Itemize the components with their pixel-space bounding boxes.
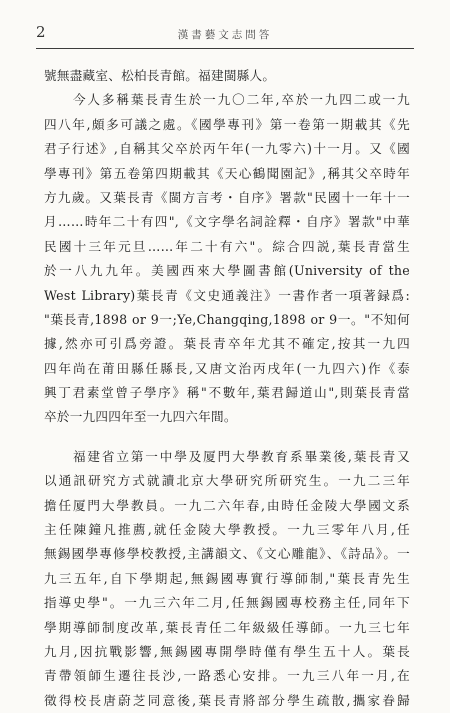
text-line: 以通訊研究方式就讀北京大學研究所研究生。一九二三年 — [44, 473, 410, 489]
text-line: 四年尚在莆田縣任縣長,又唐文治丙戌年(一九四六)作《泰 — [44, 360, 410, 376]
text-line: West Library)葉長青《文史通義注》一書作者一項著録爲: — [44, 287, 410, 303]
text-line: 無錫國學專修學校教授,主講韻文、《文心雕龍》、《詩品》。一 — [44, 546, 410, 562]
text-line: 方九歲。又葉長青《閩方言考・自序》署款"民國十一年十一 — [44, 189, 410, 205]
text-line: 興丁君素堂曾子學序》稱"不數年,葉君歸道山",則葉長青當 — [44, 385, 410, 401]
paragraph-gap — [44, 430, 410, 445]
text-line: 福建省立第一中學及厦門大學教育系畢業後,葉長青又 — [44, 448, 410, 464]
text-line: 指導史學"。一九三六年二月,任無錫國專校務主任,同年下 — [44, 595, 410, 611]
text-line: 民國十三年元旦……年二十有六"。綜合四説,葉長青當生 — [44, 238, 410, 254]
text-line: 卒於一九四四年至一九四六年間。 — [44, 409, 237, 425]
text-line: 徵得校長唐蔚芝同意後,葉長青將部分學生疏散,攜家眷歸 — [44, 692, 410, 708]
page-header — [36, 22, 414, 49]
paragraph — [44, 445, 410, 713]
text-line: 君子行述》,自稱其父卒於丙午年(一九零六)十一月。又《國 — [44, 141, 410, 157]
running-head: 漢書藝文志問答 — [177, 29, 273, 41]
text-line: "葉長青,1898 or 9一;Ye,Changqing,1898 or 9一。"不知何 — [44, 311, 410, 327]
text-line: 於一八九九年。美國西來大學圖書館(University of the — [44, 263, 410, 279]
text-line: 學期導師制度改革,葉長青任二年級級任導師。一九三七年 — [44, 619, 410, 635]
text-line: 四八年,頗多可議之處。《國學專刊》第一卷第一期載其《先 — [44, 116, 410, 132]
paragraph — [44, 88, 410, 429]
text-line: 月……時年二十有四",《文字學名詞詮釋・自序》署款"中華 — [44, 214, 410, 230]
page-number: 2 — [36, 23, 46, 41]
text-line: 據,然亦可引爲旁證。葉長青卒年尤其不確定,按其一九四 — [44, 336, 410, 352]
text-line: 學專刊》第五卷第四期載其《天心鶴聞園記》,稱其父卒時年 — [44, 165, 410, 181]
text-line: 青帶領師生遷往長沙,一路悉心安排。一九三八年一月,在 — [44, 668, 410, 684]
text-line: 號無盡藏室、松柏長青館。福建閩縣人。 — [44, 68, 276, 83]
text-line: 今人多稱葉長青生於一九〇二年,卒於一九四二或一九 — [44, 92, 410, 108]
text-line: 九三五年,自下學期起,無錫國專實行導師制,"葉長青先生 — [44, 570, 410, 586]
text-line: 擔任厦門大學教員。一九二六年春,由時任金陵大學國文系 — [44, 497, 410, 513]
body-text — [44, 64, 410, 713]
text-line: 九月,因抗戰影響,無錫國專開學時僅有學生五十人。葉長 — [44, 643, 410, 659]
paragraph — [44, 64, 410, 88]
text-line: 主任陳鐘凡推薦,就任金陵大學教授。一九三零年八月,任 — [44, 522, 410, 538]
